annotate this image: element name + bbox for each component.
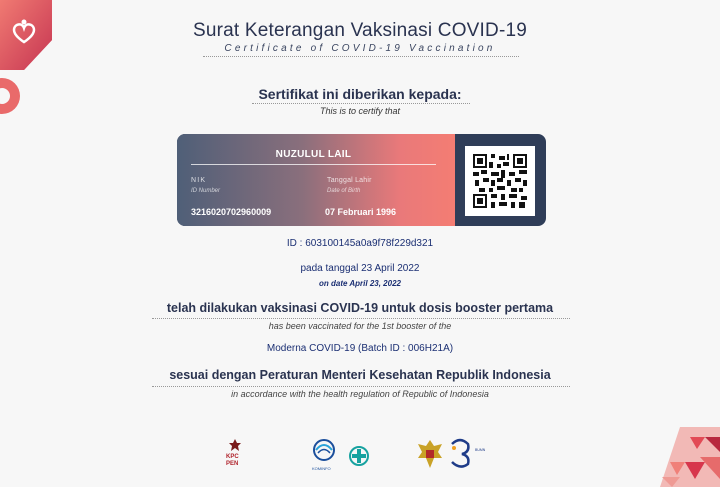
vaccine-name: Moderna COVID-19 (Batch ID : 006H21A) (266, 343, 454, 354)
qr-code (465, 146, 535, 216)
recipient-heading: Sertifikat ini diberikan kepada: (258, 86, 462, 102)
nik-label-en: ID Number (191, 188, 221, 194)
garuda-icon (228, 438, 242, 452)
regulation-statement-en: in accordance with the health regulation of Republic of Indonesia (231, 389, 489, 399)
partner-logos (226, 438, 500, 476)
vaccination-statement-en: has been vaccinated for the 1st booster of the (268, 321, 452, 331)
divider (152, 386, 570, 387)
bumn-text: BUMN (475, 448, 486, 452)
garuda-pancasila-logo (416, 438, 444, 475)
certificate-id: ID : 603100145a0a9f78f229d321 (286, 238, 434, 249)
identity-card (177, 134, 546, 226)
recipient-heading-en: This is to certify that (319, 106, 401, 116)
vaccination-date-en: on date April 23, 2022 (319, 279, 401, 288)
vaccination-statement: telah dilakukan vaksinasi COVID-19 untuk dosis booster pertama (166, 301, 554, 315)
dob-value: 07 Februari 1996 (325, 207, 397, 217)
certificate-title: Surat Keterangan Vaksinasi COVID-19 (192, 20, 528, 41)
regulation-statement: sesuai dengan Peraturan Menteri Kesehatan Republik Indonesia (169, 368, 551, 382)
garuda-pancasila-icon (416, 438, 444, 470)
divider (252, 103, 470, 104)
bumn-emblem-icon (448, 438, 474, 468)
divider (152, 318, 570, 319)
bumn-logo (448, 438, 500, 473)
kominfo-text: KOMINFO (312, 466, 331, 471)
divider (203, 56, 519, 57)
dob-label-en: Date of Birth (327, 188, 361, 194)
vaccination-date: pada tanggal 23 April 2022 (300, 263, 420, 274)
triangle-pattern-icon (650, 427, 720, 487)
kominfo-logo (310, 438, 338, 473)
kpcpen-text: KPC PEN (226, 454, 239, 467)
qr-code-icon (473, 154, 527, 208)
kominfo-emblem-icon (310, 438, 338, 468)
nik-label: NIK (191, 177, 207, 184)
kemenkes-emblem-icon (348, 444, 370, 468)
certificate-subtitle: Certificate of COVID-19 Vaccination (224, 43, 496, 54)
nik-value: 3216020702960009 (191, 207, 272, 217)
dob-label: Tanggal Lahir (327, 177, 372, 184)
recipient-name: NUZULUL LAIL (275, 149, 352, 160)
divider (191, 164, 436, 165)
